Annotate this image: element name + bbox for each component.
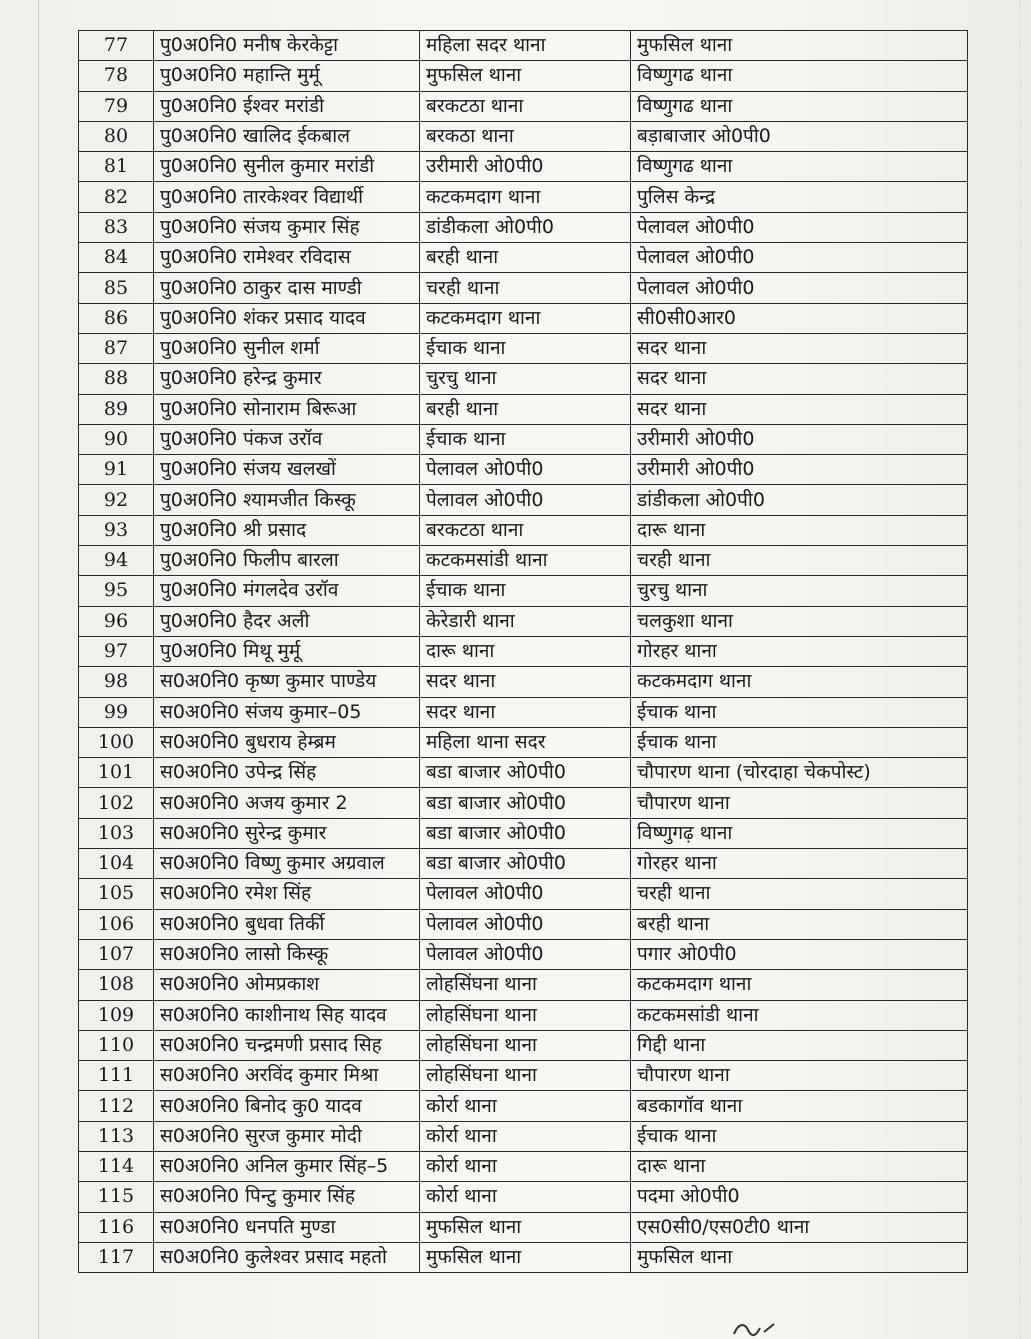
table-row <box>79 1151 968 1181</box>
serial-number-cell: 98 <box>79 667 154 697</box>
officer-name-cell: स0अ0नि0 बुधवा तिर्की <box>154 909 420 939</box>
serial-number-cell: 94 <box>79 546 154 576</box>
to-station-cell: गोरहर थाना <box>631 636 968 666</box>
officer-name-cell: स0अ0नि0 काशीनाथ सिह यादव <box>154 1000 420 1030</box>
table-row <box>79 909 968 939</box>
table-row <box>79 243 968 273</box>
serial-number-cell: 112 <box>79 1091 154 1121</box>
serial-number-cell: 110 <box>79 1030 154 1060</box>
from-station-cell: पेलावल ओ0पी0 <box>420 939 631 969</box>
serial-number-cell: 78 <box>79 61 154 91</box>
table-row <box>79 485 968 515</box>
serial-number-cell: 100 <box>79 727 154 757</box>
officer-name-cell: स0अ0नि0 चन्द्रमणी प्रसाद सिह <box>154 1030 420 1060</box>
table-row <box>79 606 968 636</box>
from-station-cell: बरकटठा थाना <box>420 91 631 121</box>
serial-number-cell: 117 <box>79 1242 154 1272</box>
serial-number-cell: 99 <box>79 697 154 727</box>
table-row <box>79 31 968 61</box>
officer-name-cell: स0अ0नि0 ओमप्रकाश <box>154 970 420 1000</box>
serial-number-cell: 97 <box>79 636 154 666</box>
to-station-cell: उरीमारी ओ0पी0 <box>631 424 968 454</box>
table-row <box>79 667 968 697</box>
table-row <box>79 788 968 818</box>
serial-number-cell: 88 <box>79 364 154 394</box>
from-station-cell: उरीमारी ओ0पी0 <box>420 152 631 182</box>
officer-name-cell: पु0अ0नि0 हैदर अली <box>154 606 420 636</box>
table-row <box>79 61 968 91</box>
table-row <box>79 333 968 363</box>
to-station-cell: पुलिस केन्द्र <box>631 182 968 212</box>
to-station-cell: कटकमसांडी थाना <box>631 1000 968 1030</box>
officer-name-cell: स0अ0नि0 बुधराय हेम्ब्रम <box>154 727 420 757</box>
to-station-cell: विष्णुगढ थाना <box>631 61 968 91</box>
table-row <box>79 939 968 969</box>
serial-number-cell: 83 <box>79 212 154 242</box>
to-station-cell: बड़ाबाजार ओ0पी0 <box>631 121 968 151</box>
table-row <box>79 1061 968 1091</box>
to-station-cell: गोरहर थाना <box>631 849 968 879</box>
table-row <box>79 303 968 333</box>
to-station-cell: विष्णुगढ थाना <box>631 91 968 121</box>
serial-number-cell: 77 <box>79 31 154 61</box>
to-station-cell: मुफसिल थाना <box>631 31 968 61</box>
serial-number-cell: 115 <box>79 1182 154 1212</box>
from-station-cell: लोहसिंघना थाना <box>420 1030 631 1060</box>
table-row <box>79 152 968 182</box>
serial-number-cell: 86 <box>79 303 154 333</box>
officer-name-cell: पु0अ0नि0 संजय कुमार सिंह <box>154 212 420 242</box>
to-station-cell: मुफसिल थाना <box>631 1242 968 1272</box>
to-station-cell: चौपारण थाना <box>631 788 968 818</box>
from-station-cell: बडा बाजार ओ0पी0 <box>420 758 631 788</box>
table-row <box>79 576 968 606</box>
table-row <box>79 121 968 151</box>
to-station-cell: पगार ओ0पी0 <box>631 939 968 969</box>
serial-number-cell: 114 <box>79 1151 154 1181</box>
serial-number-cell: 104 <box>79 849 154 879</box>
serial-number-cell: 108 <box>79 970 154 1000</box>
from-station-cell: डांडीकला ओ0पी0 <box>420 212 631 242</box>
table-row <box>79 212 968 242</box>
transfer-table <box>78 30 968 1273</box>
table-row <box>79 182 968 212</box>
table-row <box>79 879 968 909</box>
officer-name-cell: पु0अ0नि0 मिथू मुर्मू <box>154 636 420 666</box>
from-station-cell: मुफसिल थाना <box>420 1212 631 1242</box>
transfer-table-body <box>79 31 968 1273</box>
serial-number-cell: 107 <box>79 939 154 969</box>
from-station-cell: लोहसिंघना थाना <box>420 1061 631 1091</box>
officer-name-cell: पु0अ0नि0 हरेन्द्र कुमार <box>154 364 420 394</box>
table-row <box>79 1030 968 1060</box>
officer-name-cell: पु0अ0नि0 फिलीप बारला <box>154 546 420 576</box>
serial-number-cell: 90 <box>79 424 154 454</box>
from-station-cell: बडा बाजार ओ0पी0 <box>420 818 631 848</box>
table-row <box>79 1182 968 1212</box>
officer-name-cell: स0अ0नि0 पिन्टु कुमार सिंह <box>154 1182 420 1212</box>
page-edge <box>1000 0 1021 1339</box>
to-station-cell: चरही थाना <box>631 546 968 576</box>
margin-rule <box>38 0 39 1339</box>
serial-number-cell: 92 <box>79 485 154 515</box>
from-station-cell: ईचाक थाना <box>420 333 631 363</box>
from-station-cell: चरही थाना <box>420 273 631 303</box>
officer-name-cell: पु0अ0नि0 महान्ति मुर्मू <box>154 61 420 91</box>
to-station-cell: सदर थाना <box>631 333 968 363</box>
table-row <box>79 394 968 424</box>
from-station-cell: ईचाक थाना <box>420 424 631 454</box>
from-station-cell: पेलावल ओ0पी0 <box>420 485 631 515</box>
serial-number-cell: 106 <box>79 909 154 939</box>
serial-number-cell: 79 <box>79 91 154 121</box>
officer-name-cell: पु0अ0नि0 मंगलदेव उरॉव <box>154 576 420 606</box>
from-station-cell: ईचाक थाना <box>420 576 631 606</box>
to-station-cell: कटकमदाग थाना <box>631 667 968 697</box>
serial-number-cell: 105 <box>79 879 154 909</box>
from-station-cell: बरकठा थाना <box>420 121 631 151</box>
to-station-cell: बडकागॉव थाना <box>631 1091 968 1121</box>
officer-name-cell: स0अ0नि0 विष्णु कुमार अग्रवाल <box>154 849 420 879</box>
to-station-cell: पदमा ओ0पी0 <box>631 1182 968 1212</box>
officer-name-cell: स0अ0नि0 अनिल कुमार सिंह–5 <box>154 1151 420 1181</box>
from-station-cell: बडा बाजार ओ0पी0 <box>420 849 631 879</box>
from-station-cell: पेलावल ओ0पी0 <box>420 455 631 485</box>
table-row <box>79 515 968 545</box>
table-row <box>79 727 968 757</box>
officer-name-cell: स0अ0नि0 बिनोद कु0 यादव <box>154 1091 420 1121</box>
officer-name-cell: पु0अ0नि0 मनीष केरकेट्टा <box>154 31 420 61</box>
from-station-cell: कटकमदाग थाना <box>420 303 631 333</box>
to-station-cell: दारू थाना <box>631 1151 968 1181</box>
officer-name-cell: स0अ0नि0 संजय कुमार–05 <box>154 697 420 727</box>
table-row <box>79 1121 968 1151</box>
officer-name-cell: पु0अ0नि0 सुनील शर्मा <box>154 333 420 363</box>
to-station-cell: पेलावल ओ0पी0 <box>631 243 968 273</box>
to-station-cell: सी0सी0आर0 <box>631 303 968 333</box>
officer-name-cell: स0अ0नि0 कृष्ण कुमार पाण्डेय <box>154 667 420 697</box>
table-row <box>79 1091 968 1121</box>
serial-number-cell: 87 <box>79 333 154 363</box>
officer-name-cell: पु0अ0नि0 सुनील कुमार मरांडी <box>154 152 420 182</box>
officer-name-cell: स0अ0नि0 अजय कुमार 2 <box>154 788 420 818</box>
from-station-cell: कटकमदाग थाना <box>420 182 631 212</box>
to-station-cell: विष्णुगढ थाना <box>631 152 968 182</box>
serial-number-cell: 103 <box>79 818 154 848</box>
table-row <box>79 424 968 454</box>
to-station-cell: चौपारण थाना (चोरदाहा चेकपोस्ट) <box>631 758 968 788</box>
from-station-cell: कोर्रा थाना <box>420 1182 631 1212</box>
officer-name-cell: पु0अ0नि0 पंकज उरॉव <box>154 424 420 454</box>
from-station-cell: सदर थाना <box>420 667 631 697</box>
from-station-cell: महिला थाना सदर <box>420 727 631 757</box>
from-station-cell: लोहसिंघना थाना <box>420 970 631 1000</box>
from-station-cell: दारू थाना <box>420 636 631 666</box>
serial-number-cell: 93 <box>79 515 154 545</box>
from-station-cell: पेलावल ओ0पी0 <box>420 879 631 909</box>
officer-name-cell: पु0अ0नि0 श्यामजीत किस्कू <box>154 485 420 515</box>
officer-name-cell: पु0अ0नि0 शंकर प्रसाद यादव <box>154 303 420 333</box>
from-station-cell: मुफसिल थाना <box>420 61 631 91</box>
officer-name-cell: स0अ0नि0 अरविंद कुमार मिश्रा <box>154 1061 420 1091</box>
serial-number-cell: 96 <box>79 606 154 636</box>
table-row <box>79 364 968 394</box>
from-station-cell: महिला सदर थाना <box>420 31 631 61</box>
from-station-cell: बरही थाना <box>420 394 631 424</box>
serial-number-cell: 113 <box>79 1121 154 1151</box>
officer-name-cell: स0अ0नि0 सुरज कुमार मोदी <box>154 1121 420 1151</box>
table-row <box>79 455 968 485</box>
to-station-cell: दारू थाना <box>631 515 968 545</box>
from-station-cell: बरही थाना <box>420 243 631 273</box>
from-station-cell: बडा बाजार ओ0पी0 <box>420 788 631 818</box>
officer-name-cell: स0अ0नि0 रमेश सिंह <box>154 879 420 909</box>
to-station-cell: विष्णुगढ़ थाना <box>631 818 968 848</box>
officer-name-cell: पु0अ0नि0 संजय खलखों <box>154 455 420 485</box>
to-station-cell: ईचाक थाना <box>631 697 968 727</box>
serial-number-cell: 102 <box>79 788 154 818</box>
officer-name-cell: पु0अ0नि0 तारकेश्वर विद्यार्थी <box>154 182 420 212</box>
to-station-cell: सदर थाना <box>631 394 968 424</box>
to-station-cell: ईचाक थाना <box>631 1121 968 1151</box>
to-station-cell: बरही थाना <box>631 909 968 939</box>
table-row <box>79 1000 968 1030</box>
to-station-cell: पेलावल ओ0पी0 <box>631 212 968 242</box>
table-row <box>79 1242 968 1272</box>
to-station-cell: ईचाक थाना <box>631 727 968 757</box>
officer-name-cell: स0अ0नि0 उपेन्द्र सिंह <box>154 758 420 788</box>
to-station-cell: चौपारण थाना <box>631 1061 968 1091</box>
officer-name-cell: पु0अ0नि0 ठाकुर दास माण्डी <box>154 273 420 303</box>
to-station-cell: चलकुशा थाना <box>631 606 968 636</box>
to-station-cell: कटकमदाग थाना <box>631 970 968 1000</box>
table-row <box>79 636 968 666</box>
table-row <box>79 697 968 727</box>
table-row <box>79 273 968 303</box>
to-station-cell: पेलावल ओ0पी0 <box>631 273 968 303</box>
signature-mark-icon <box>730 1318 790 1338</box>
to-station-cell: डांडीकला ओ0पी0 <box>631 485 968 515</box>
serial-number-cell: 89 <box>79 394 154 424</box>
serial-number-cell: 91 <box>79 455 154 485</box>
officer-name-cell: पु0अ0नि0 श्री प्रसाद <box>154 515 420 545</box>
from-station-cell: कटकमसांडी थाना <box>420 546 631 576</box>
table-row <box>79 546 968 576</box>
officer-name-cell: स0अ0नि0 धनपति मुण्डा <box>154 1212 420 1242</box>
officer-name-cell: स0अ0नि0 सुरेन्द्र कुमार <box>154 818 420 848</box>
serial-number-cell: 84 <box>79 243 154 273</box>
table-row <box>79 91 968 121</box>
serial-number-cell: 82 <box>79 182 154 212</box>
from-station-cell: मुफसिल थाना <box>420 1242 631 1272</box>
from-station-cell: चुरचु थाना <box>420 364 631 394</box>
from-station-cell: कोर्रा थाना <box>420 1151 631 1181</box>
from-station-cell: केरेडारी थाना <box>420 606 631 636</box>
serial-number-cell: 101 <box>79 758 154 788</box>
to-station-cell: सदर थाना <box>631 364 968 394</box>
to-station-cell: गिद्दी थाना <box>631 1030 968 1060</box>
table-row <box>79 1212 968 1242</box>
officer-name-cell: पु0अ0नि0 ईश्वर मरांडी <box>154 91 420 121</box>
from-station-cell: सदर थाना <box>420 697 631 727</box>
to-station-cell: एस0सी0/एस0टी0 थाना <box>631 1212 968 1242</box>
serial-number-cell: 95 <box>79 576 154 606</box>
from-station-cell: कोर्रा थाना <box>420 1121 631 1151</box>
serial-number-cell: 109 <box>79 1000 154 1030</box>
table-row <box>79 849 968 879</box>
officer-name-cell: स0अ0नि0 लासो किस्कू <box>154 939 420 969</box>
table-row <box>79 970 968 1000</box>
to-station-cell: चुरचु थाना <box>631 576 968 606</box>
from-station-cell: लोहसिंघना थाना <box>420 1000 631 1030</box>
from-station-cell: पेलावल ओ0पी0 <box>420 909 631 939</box>
serial-number-cell: 80 <box>79 121 154 151</box>
officer-name-cell: पु0अ0नि0 सोनाराम बिरूआ <box>154 394 420 424</box>
serial-number-cell: 81 <box>79 152 154 182</box>
from-station-cell: कोर्रा थाना <box>420 1091 631 1121</box>
serial-number-cell: 85 <box>79 273 154 303</box>
officer-name-cell: पु0अ0नि0 रामेश्वर रविदास <box>154 243 420 273</box>
table-row <box>79 758 968 788</box>
table-row <box>79 818 968 848</box>
to-station-cell: चरही थाना <box>631 879 968 909</box>
from-station-cell: बरकटठा थाना <box>420 515 631 545</box>
serial-number-cell: 116 <box>79 1212 154 1242</box>
officer-name-cell: स0अ0नि0 कुलेश्वर प्रसाद महतो <box>154 1242 420 1272</box>
serial-number-cell: 111 <box>79 1061 154 1091</box>
to-station-cell: उरीमारी ओ0पी0 <box>631 455 968 485</box>
officer-name-cell: पु0अ0नि0 खालिद ईकबाल <box>154 121 420 151</box>
